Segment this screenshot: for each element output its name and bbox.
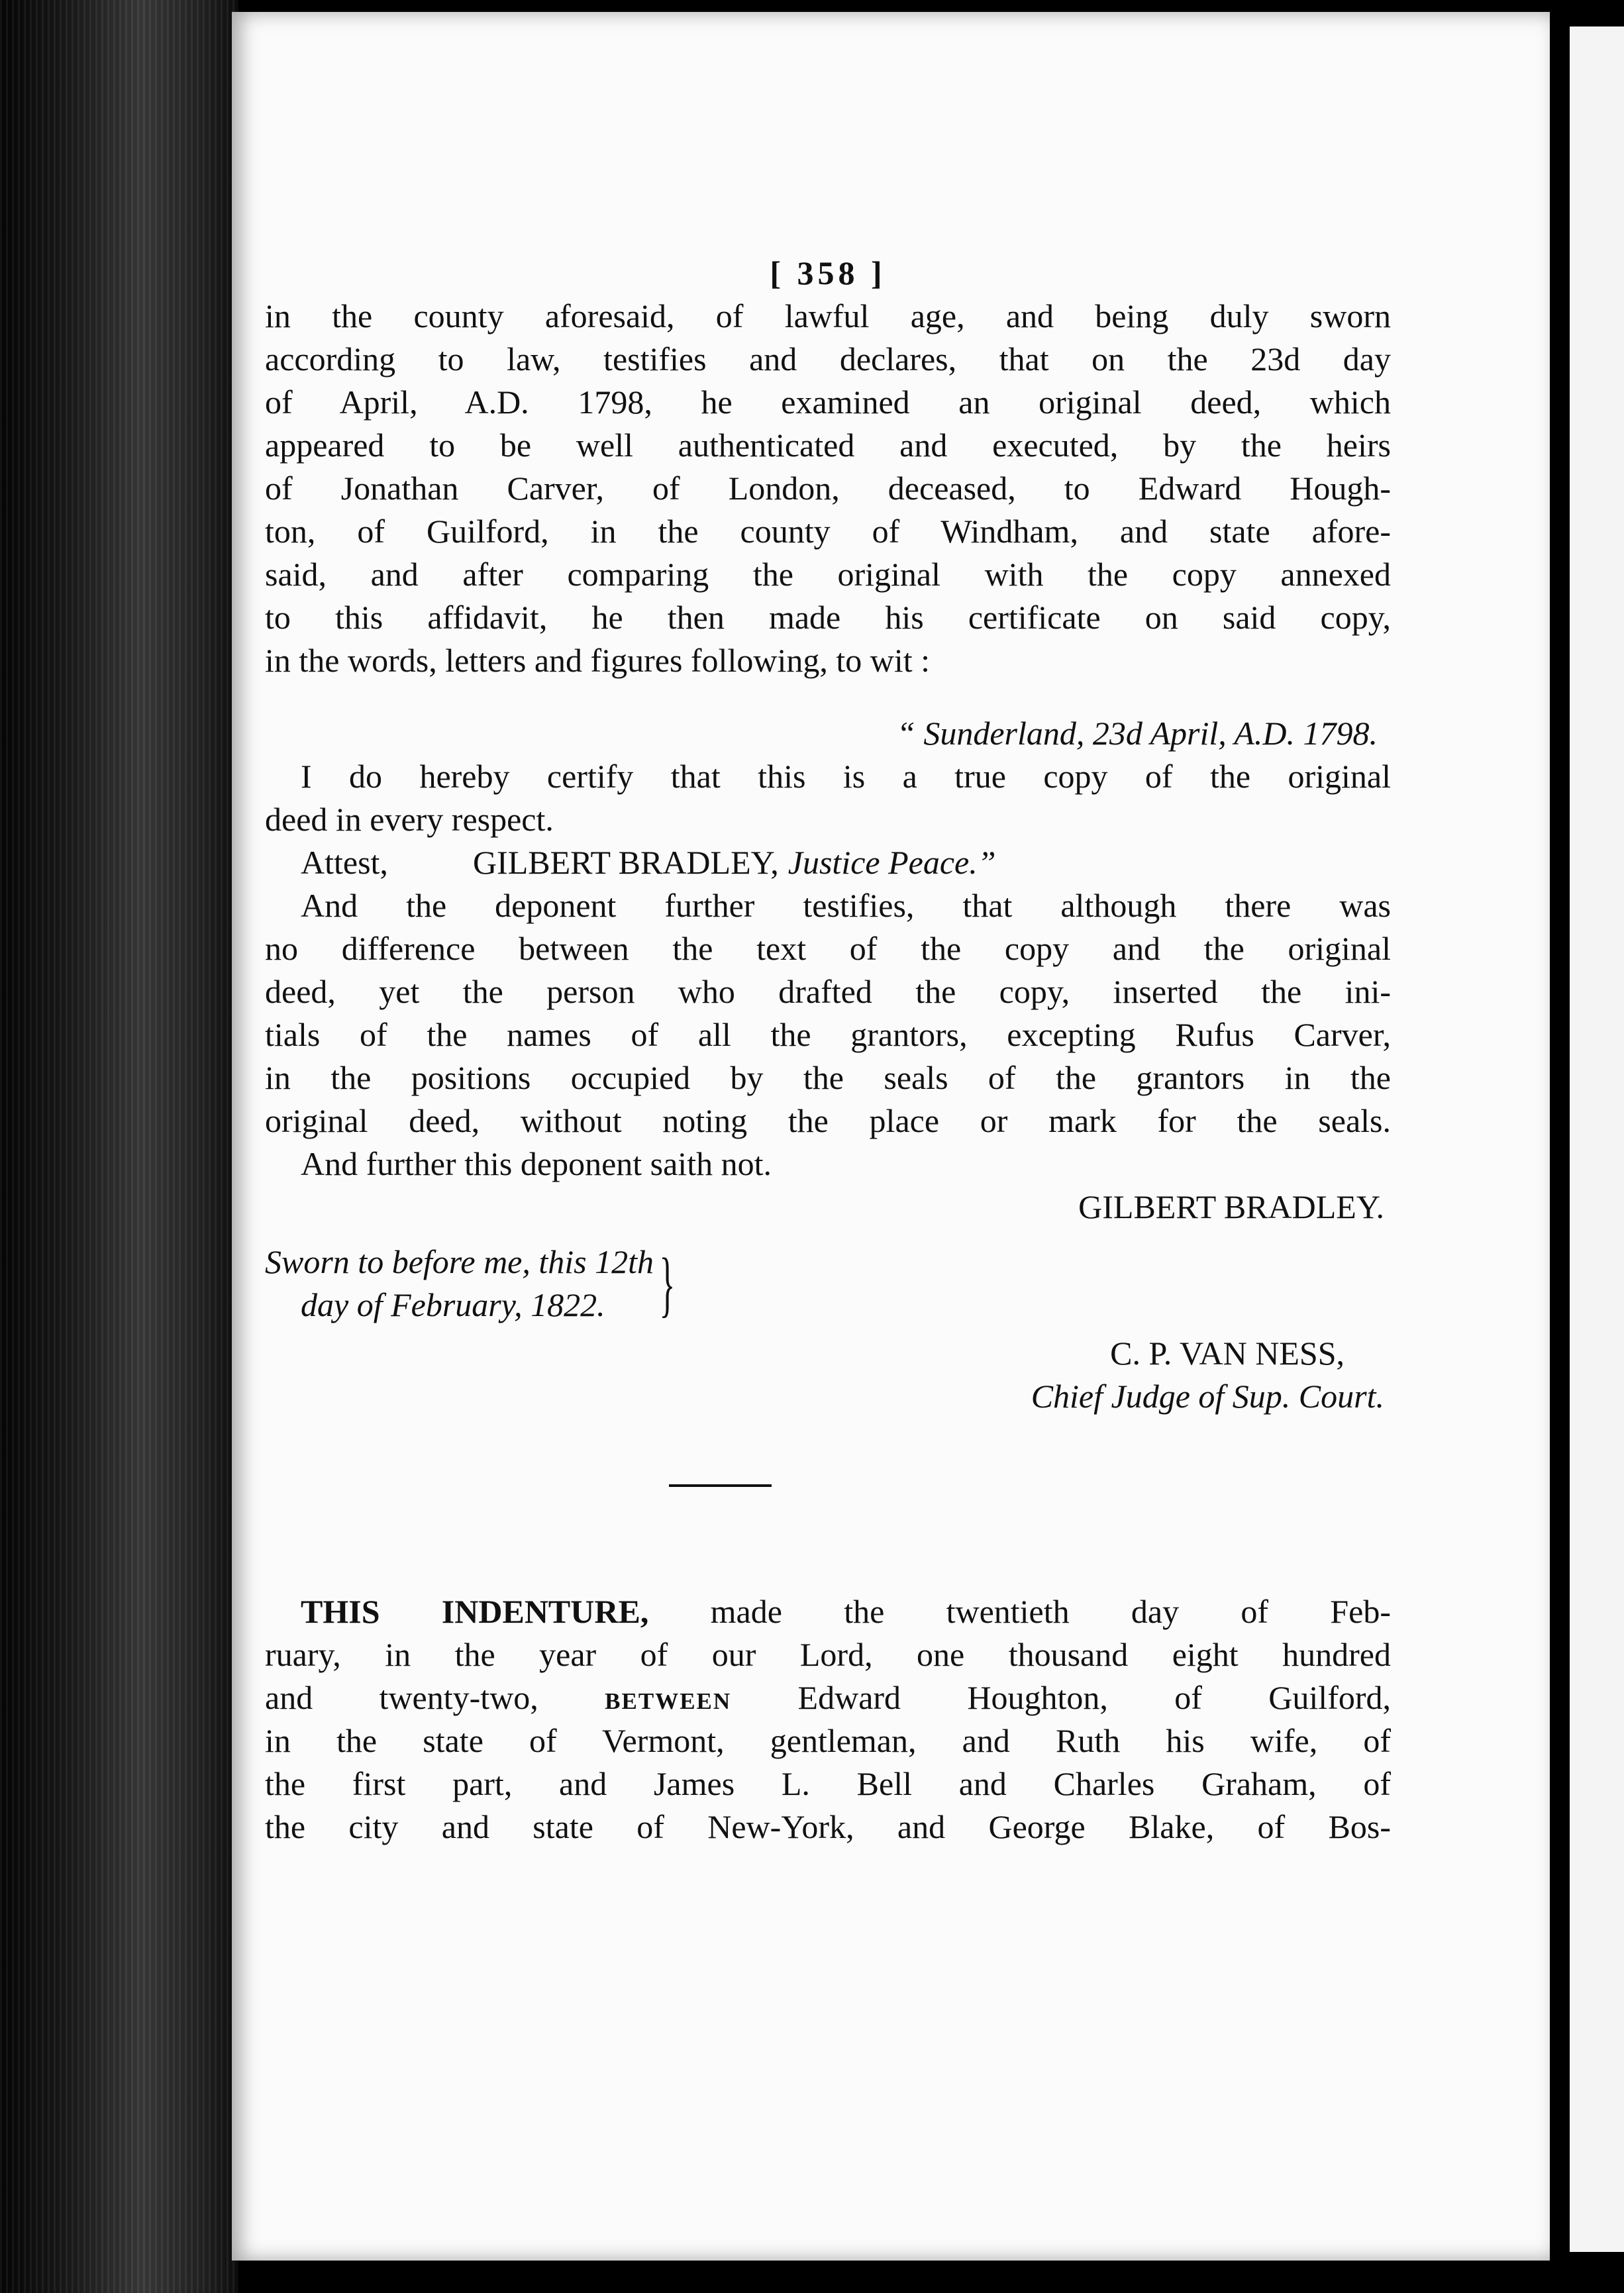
text-line: according to law, testifies and declares, that on the 23d day <box>265 340 1391 378</box>
judge-title: Chief Judge of Sup. Court. <box>1031 1378 1384 1415</box>
judge-name: C. P. VAN NESS, <box>1110 1335 1345 1372</box>
affidavit-paragraph <box>265 295 1391 682</box>
jurat-block <box>265 1241 1391 1327</box>
text-line: original deed, without noting the place or mark for the seals. <box>265 1102 1391 1139</box>
text-line: the city and state of New-York, and George Blake, of Bos- <box>265 1808 1391 1845</box>
page-text <box>265 252 1391 1849</box>
attest-line <box>265 841 1391 884</box>
text-line: the first part, and James L. Bell and Charles Graham, of <box>265 1765 1391 1802</box>
text-line: no difference between the text of the copy and the original <box>265 930 1391 967</box>
text-line: in the words, letters and figures following, to wit : <box>265 642 931 679</box>
text-line: to this affidavit, he then made his certificate on said copy, <box>265 599 1391 636</box>
certificate-dateline: “ Sunderland, 23d April, A.D. 1798. <box>897 715 1378 752</box>
text-line <box>265 1676 1391 1719</box>
text-line: I do hereby certify that this is a true copy of the original <box>301 758 1391 795</box>
deponent-signature: GILBERT BRADLEY. <box>1078 1188 1384 1225</box>
divider-rule <box>669 1484 772 1487</box>
indenture-paragraph <box>265 1590 1391 1849</box>
certificate-quote <box>265 712 1391 884</box>
further-testimony-paragraph <box>265 884 1391 1229</box>
indenture-text: Edward Houghton, of Guilford, <box>797 1679 1391 1716</box>
text-line: of Jonathan Carver, of London, deceased, to Edward Hough- <box>265 470 1391 507</box>
jurat-line: day of February, 1822. <box>301 1286 605 1323</box>
text-line: in the county aforesaid, of lawful age, and being duly sworn <box>265 297 1391 334</box>
book-binding-shadow <box>0 0 238 2293</box>
adjacent-page-edge <box>1570 26 1624 2252</box>
jurat-line: Sworn to before me, this 12th <box>265 1243 654 1280</box>
attest-signer-title: Justice Peace.” <box>787 844 996 881</box>
section-divider <box>265 1418 1391 1590</box>
attest-label: Attest, <box>301 844 388 881</box>
text-line: appeared to be well authenticated and executed, by the heirs <box>265 427 1391 464</box>
text-line: said, and after comparing the original with the copy annexed <box>265 556 1391 593</box>
attest-signer: GILBERT BRADLEY, <box>472 844 779 881</box>
page-number: [ 358 ] <box>770 254 886 291</box>
indenture-text: and twenty-two, <box>265 1679 538 1716</box>
between-word: between <box>605 1679 732 1716</box>
text-line: deed, yet the person who drafted the copy, inserted the ini- <box>265 973 1391 1010</box>
text-line: ruary, in the year of our Lord, one thousand eight hundred <box>265 1636 1391 1673</box>
text-line <box>265 1590 1391 1633</box>
text-line: And the deponent further testifies, that although there was <box>301 887 1391 924</box>
text-line: deed in every respect. <box>265 801 554 838</box>
indenture-text: made the twentieth day of Feb- <box>710 1593 1391 1630</box>
text-line: in the state of Vermont, gentleman, and Ruth his wife, of <box>265 1722 1391 1759</box>
text-line: in the positions occupied by the seals of the grantors in the <box>265 1059 1391 1096</box>
indenture-lead: THIS INDENTURE, <box>301 1593 649 1630</box>
text-line: And further this deponent saith not. <box>301 1145 772 1182</box>
text-line: ton, of Guilford, in the county of Windham, and state afore- <box>265 513 1391 550</box>
brace-glyph: } <box>659 1243 676 1324</box>
text-line: tials of the names of all the grantors, excepting Rufus Carver, <box>265 1016 1391 1053</box>
jurat-lines <box>265 1241 654 1327</box>
text-line: of April, A.D. 1798, he examined an original deed, which <box>265 383 1391 421</box>
